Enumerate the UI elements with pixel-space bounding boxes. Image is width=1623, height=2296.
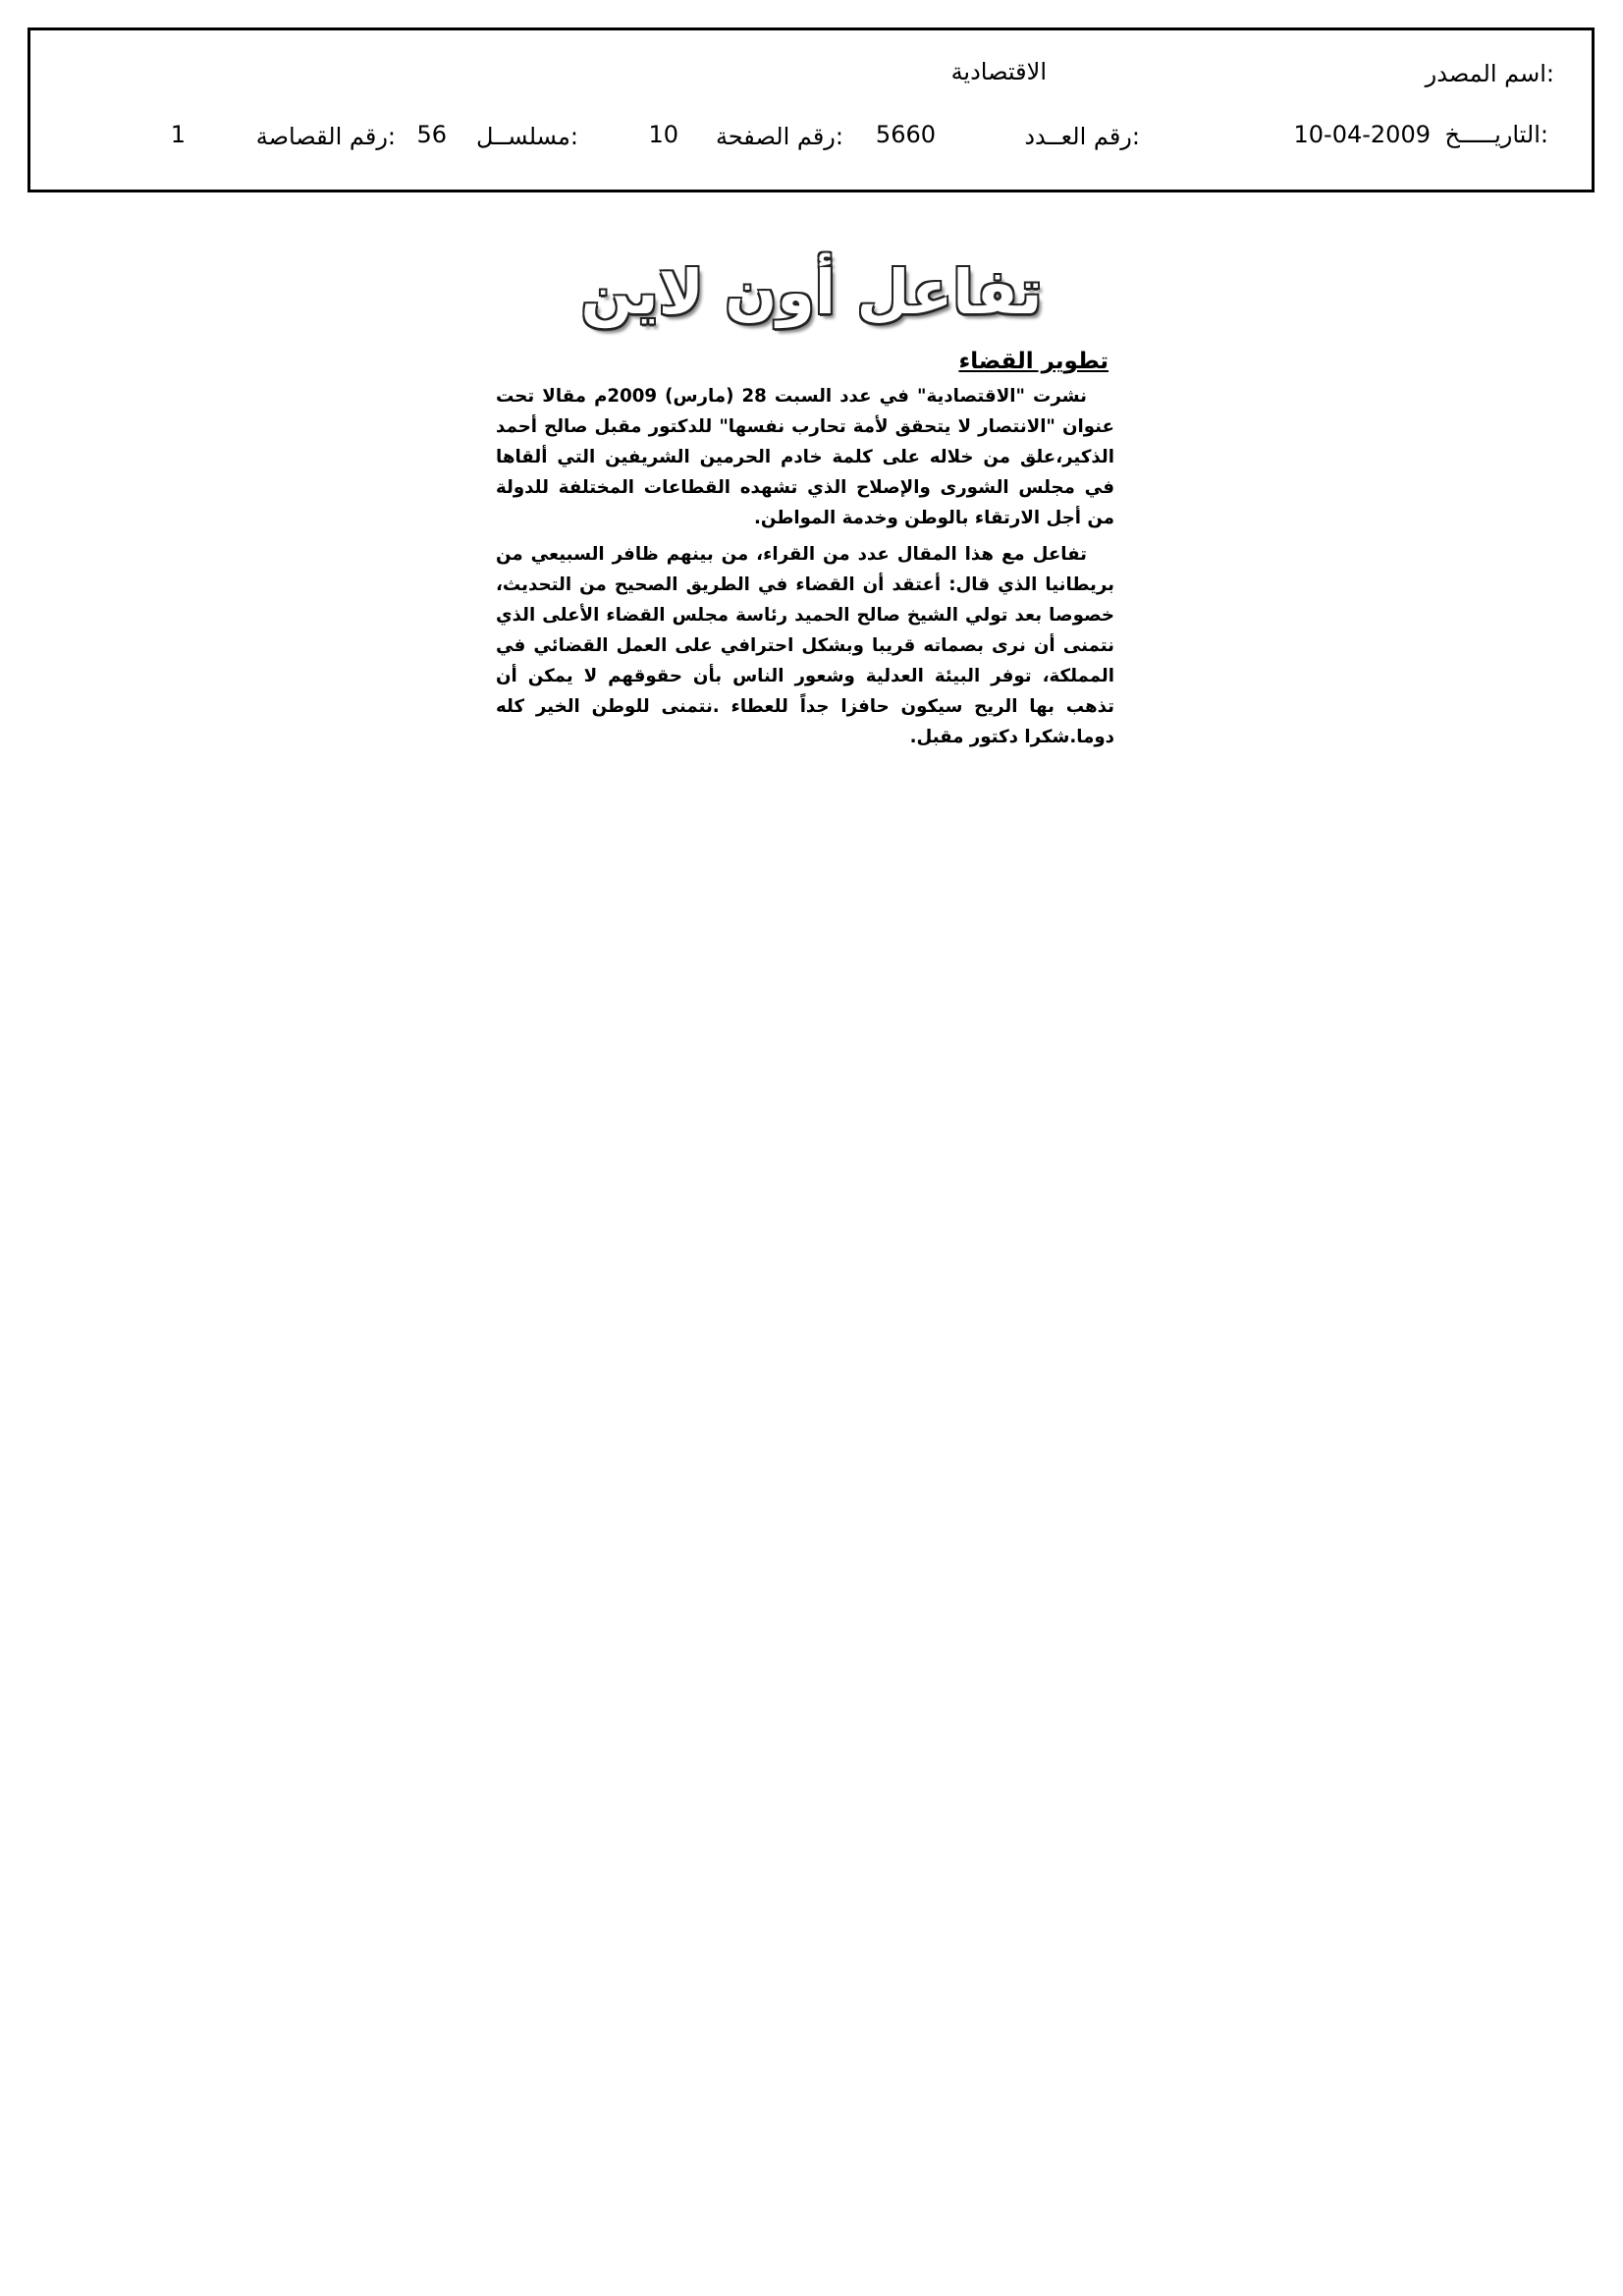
serial-value: 56 [416, 121, 447, 148]
date-label: التاريـــــخ: [1444, 121, 1548, 148]
clipping-info-box [27, 27, 1595, 192]
source-label: اسم المصدر: [1425, 60, 1554, 87]
issue-value: 5660 [875, 121, 936, 148]
article-headline: تطوير القضاء [958, 349, 1109, 374]
serial-label: مسلســل: [476, 123, 578, 150]
clip-number-value: 1 [170, 121, 186, 148]
section-title: تفاعل أون لاين [580, 256, 1043, 328]
article-paragraph: نشرت "الاقتصادية" في عدد السبت 28 (مارس) 2009م مقالا تحت عنوان "الانتصار لا يتحقق لأمة تحارب نفسها" للدكتور مقبل صالح أحمد الذكير،علق من خلاله على كلمة خادم الحرمين الشريفين التي ألقاها في مجلس الشورى والإصلاح الذي تشهده القطاعات المختلفة للدولة من أجل الارتقاء بالوطن وخدمة المواطن. [496, 386, 1114, 528]
page-number-value: 10 [648, 121, 678, 148]
issue-label: رقم العــدد: [1024, 123, 1140, 150]
article-paragraph: تفاعل مع هذا المقال عدد من القراء، من بينهم ظافر السبيعي من بريطانيا الذي قال: أعتقد أن القضاء في الطريق الصحيح من التحديث، خصوصا بعد تولي الشيخ صالح الحميد رئاسة مجلس القضاء الأعلى الذي نتمنى أن نرى بصماته قريبا وبشكل احترافي على العمل القضائي في المملكة، توفر البيئة العدلية وشعور الناس بأن حقوقهم لا يمكن أن تذهب بها الريح سيكون حافزا جداً للعطاء .نتمنى للوطن الخير كله دوما.شكرا دكتور مقبل. [496, 544, 1114, 747]
page-number-label: رقم الصفحة: [715, 123, 843, 150]
clip-number-label: رقم القصاصة: [255, 123, 396, 150]
article-clipping [496, 346, 1114, 752]
source-value: الاقتصادية [950, 58, 1047, 85]
date-value: 10-04-2009 [1293, 121, 1431, 148]
